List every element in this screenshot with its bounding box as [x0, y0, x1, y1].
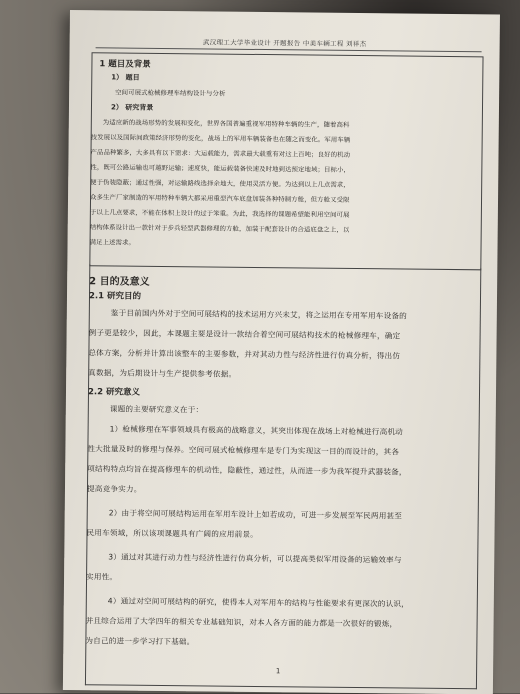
project-title: 空间可展式枪械修理车结构设计与分析	[115, 88, 226, 98]
significance-line: 2）由于将空间可展结构运用在军用车设计上如若成功，可进一步发展至军民两用甚至	[108, 508, 403, 521]
page-number: 1	[275, 667, 281, 676]
purpose-line: 真数据，为后期设计与生产提供参考依据。	[88, 368, 237, 379]
background-line: 便于伪装隐蔽；通过性强，对运输路线选择余地大，使用灵活方便。为达到以上几点需求，	[90, 178, 350, 189]
document-page	[63, 10, 500, 694]
significance-line: 实用性。	[86, 572, 118, 582]
background-line: 结构体系设计出一款针对于步兵轻型武器修理的方舱，加装于配套设计的合适底盘之上，以	[89, 223, 350, 234]
significance-line: 3）通过对其进行动力性与经济性进行仿真分析，可以提高类似军用设备的运输效率与	[108, 552, 402, 565]
section-box-1	[89, 52, 483, 270]
significance-line: 项结构特点均旨在提高修理车的机动性，隐蔽性，通过性，从而进一步为我军提升武器装备，	[87, 464, 407, 477]
background-line: 技发展以及国际间政策经济形势的变化，战场上的军用车辆装备也在随之而变化。军用车辆	[90, 133, 351, 144]
background-line: 为适应新的战场形势的发展和变化，世界各国普遍重视军用特种车辆的生产，随着高科	[102, 118, 350, 129]
significance-line: 民用车领域，所以该项课题具有广阔的应用前景。	[86, 528, 259, 539]
section1-sub-title: 1） 题目	[111, 73, 140, 82]
significance-line: 4）通过对空间可展结构的研究，使得本人对军用车的结构与性能要求有更深次的认识，	[107, 596, 410, 609]
purpose-line: 鉴于目前国内外对于空间可展结构的技术运用方兴未艾，将之运用在专用军用车设备的	[110, 308, 408, 321]
section2-sub-purpose: 2.1 研究目的	[88, 291, 142, 302]
section2-sub-significance: 2.2 研究意义	[87, 387, 141, 398]
background-line: 于以上几点要求，不能在体积上设计的过于笨重。为此，我选择的课题希望能利用空间可展	[89, 208, 350, 219]
background-line: 满足上述需求。	[89, 238, 136, 247]
background-line: 众多生产厂家制造的军用特种车辆大都采用重型汽车底盘加装各种特制方舱，但方舱又受限	[89, 193, 350, 204]
section1-sub-background: 2） 研究背景	[110, 103, 154, 112]
purpose-line: 例子更是较少，因此，本课题主要是设计一款结合着空间可展结构技术的枪械修理车，确定	[88, 328, 401, 341]
significance-line: 并且综合运用了大学四年的相关专业基础知识，对本人各方面的能力都是一次很好的锻炼，	[85, 616, 398, 629]
purpose-line: 总体方案，分析并计算出该整车的主要参数，并对其动力性与经济性进行仿真分析，得出仿	[88, 348, 401, 361]
page-header: 武汉理工大学毕业设计 开题报告 中美车辆工程 刘祥杰	[202, 38, 367, 49]
background-line: 产品品种繁多，大多具有以下需求：大运载能力，需求最大载重有对这上百吨；良好的机动	[90, 148, 351, 159]
significance-line: 1）枪械修理在军事领域具有极高的战略意义，其突出体现在战场上对枪械进行高机动	[109, 424, 404, 437]
significance-intro: 课题的主要研究意义在于：	[109, 404, 204, 415]
significance-line: 性大批量及时的修理与保养。空间可展式枪械修理车是专门为实现这一目的而设计的，其各	[87, 444, 400, 457]
significance-line: 提高竞争实力。	[86, 484, 142, 494]
significance-line: 为自己的进一步学习打下基础。	[85, 636, 195, 647]
section2-heading: 2 目的及意义	[89, 276, 150, 288]
section1-heading: 1 题目及背景	[99, 59, 151, 70]
background-line: 性，既可公路运输也可越野运输；速度快，能运载装备快速及时地到达预定地域；目标小，	[90, 163, 351, 174]
